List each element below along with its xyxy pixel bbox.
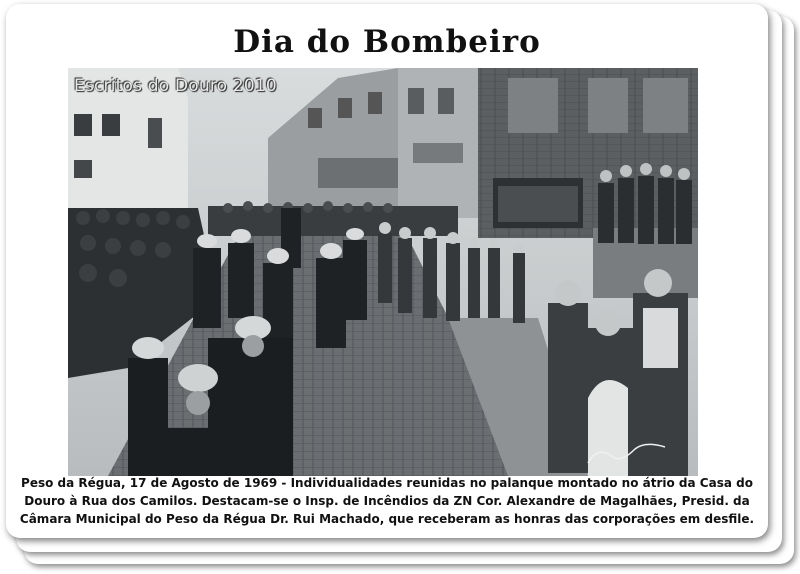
photo-card bbox=[6, 4, 768, 538]
photo-caption: Peso da Régua, 17 de Agosto de 1969 - Individualidades reunidas no palanque montado no átrio da Casa do Douro à Rua dos Camilos. Destacam-se o Insp. de Incêndios da ZN Cor. Alexandre de Magalhães, Presid. da Câmara Municipal do Peso da Régua Dr. Rui Machado, que receberam as honras das corporações em desfile. bbox=[19, 476, 755, 526]
photo-watermark: Escritos do Douro 2010 bbox=[74, 76, 277, 96]
parade-photo-drawing bbox=[68, 68, 698, 476]
parade-photo bbox=[68, 68, 698, 476]
page-title: Dia do Bombeiro bbox=[233, 24, 541, 60]
